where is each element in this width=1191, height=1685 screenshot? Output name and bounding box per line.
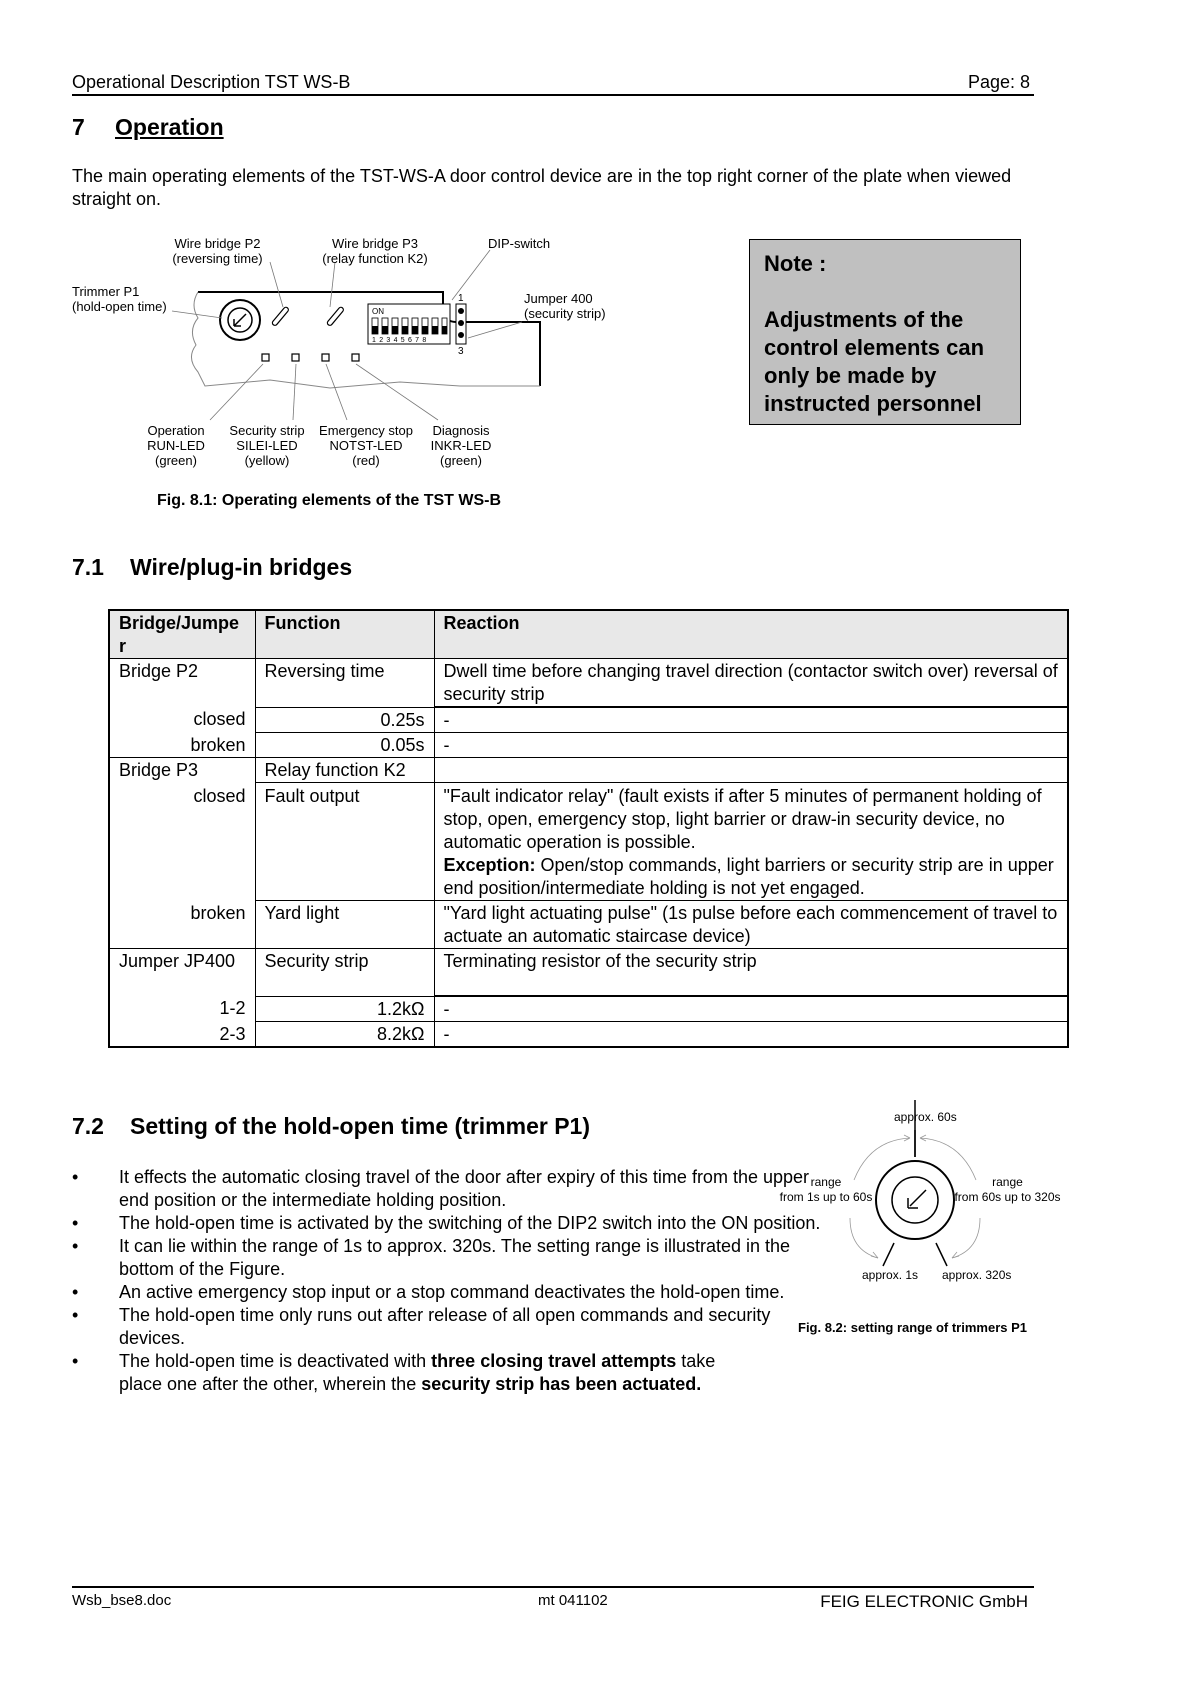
trimmer-p1-icon [220, 300, 260, 340]
label-led-run: Operation RUN-LED (green) [147, 423, 205, 468]
page-number: Page: 8 [967, 72, 1030, 92]
bridges-table [108, 609, 1069, 1048]
section-7-intro: The main operating elements of the TST-WS-A door control device are in the top right corner of the plate when viewed straight on. [72, 166, 1012, 209]
table-row: Bridge P3 Relay function K2 [109, 758, 1068, 783]
note-title: Note : [764, 251, 827, 276]
table-row: Bridge P2 Reversing time Dwell time before changing travel direction (contactor switch over) reversal of security strip [109, 659, 1068, 708]
footer-file: Wsb_bse8.doc [72, 1592, 172, 1609]
label-approx-1s: approx. 1s [862, 1268, 919, 1282]
label-trimmer-p1: Trimmer P1 (hold-open time) [72, 284, 167, 314]
list-item: • The hold-open time is deactivated with three closing travel attempts take place one after the other, wherein the security strip has been actuated. [72, 1351, 716, 1394]
label-range-1-60: range from 1s up to 60s [779, 1175, 873, 1204]
table-header-row: Bridge/Jumper Function Reaction [109, 610, 1068, 659]
tick-1s-icon [883, 1243, 894, 1266]
label-wire-bridge-p2: Wire bridge P2 (reversing time) [172, 236, 263, 266]
label-jumper-400: Jumper 400 (security strip) [524, 291, 606, 321]
jumper-400-icon [456, 293, 466, 357]
led-silei-icon [292, 354, 299, 361]
note-box [749, 239, 1021, 425]
svg-text:3: 3 [458, 346, 464, 357]
list-item: • An active emergency stop input or a stop command deactivates the hold-open time. [72, 1282, 785, 1302]
hold-open-bullet-list [72, 1166, 832, 1396]
arrow-icon [908, 1190, 926, 1208]
label-dip-switch: DIP-switch [488, 236, 551, 251]
section-7-1-heading: 7.1 Wire/plug-in bridges [72, 554, 353, 580]
page-footer [72, 1586, 1034, 1611]
label-wire-bridge-p3: Wire bridge P3 (relay function K2) [322, 236, 428, 266]
svg-text:12345678: 12345678 [372, 337, 430, 344]
dip-switch-icon [368, 304, 450, 344]
footer-company: FEIG ELECTRONIC GmbH [820, 1592, 1028, 1611]
led-notst-icon [322, 354, 329, 361]
table-row: Jumper JP400 Security strip Terminating resistor of the security strip [109, 949, 1068, 997]
list-item: • It can lie within the range of 1s to approx. 320s. The setting range is illustrated in the bottom of the Figure. [72, 1236, 791, 1279]
table-row: 2-3 8.2kΩ - [109, 1022, 1068, 1048]
figure-2-caption: Fig. 8.2: setting range of trimmers P1 [798, 1320, 1027, 1335]
document-title: Operational Description TST WS-B [72, 72, 351, 92]
led-run-icon [262, 354, 269, 361]
note-text: Adjustments of the control elements can only be made by instructed personnel [764, 307, 985, 416]
list-item: • The hold-open time is activated by the switching of the DIP2 switch into the ON position. [72, 1213, 821, 1233]
figure-1-caption: Fig. 8.1: Operating elements of the TST WS-B [157, 492, 502, 509]
led-inkr-icon [352, 354, 359, 361]
label-approx-60s: approx. 60s [894, 1110, 957, 1124]
table-row: broken 0.05s - [109, 733, 1068, 758]
label-led-notst: Emergency stop NOTST-LED (red) [319, 423, 413, 468]
section-7-2-heading: 7.2 Setting of the hold-open time (trimmer P1) [72, 1113, 591, 1139]
label-led-inkr: Diagnosis INKR-LED (green) [430, 423, 492, 468]
svg-text:ON: ON [372, 307, 384, 316]
figure-trimmer-range [770, 1100, 1070, 1340]
table-row: 1-2 1.2kΩ - [109, 996, 1068, 1022]
trimmer-range-diagram [770, 1100, 1070, 1340]
label-approx-320s: approx. 320s [942, 1268, 1012, 1282]
table-row: closed Fault output "Fault indicator relay" (fault exists if after 5 minutes of permanent holding of stop, open, emergency stop, light barrier or draw-in security device, no automatic operation is possible. Exception: Open/stop commands, light barriers or security strip are in upper end position/intermediate holding is not yet engaged. [109, 783, 1068, 901]
table-row: closed 0.25s - [109, 707, 1068, 733]
wire-bridge-p3-icon [326, 306, 344, 326]
section-7-heading: 7 Operation [72, 114, 224, 140]
label-range-60-320: range from 60s up to 320s [954, 1175, 1061, 1204]
tick-320s-icon [936, 1243, 947, 1266]
table-row: broken Yard light "Yard light actuating pulse" (1s pulse before each commencement of travel to actuate an automatic staircase device) [109, 901, 1068, 949]
wire-bridge-p2-icon [271, 306, 289, 326]
list-item: • The hold-open time only runs out after release of all open commands and security devices. [72, 1305, 771, 1348]
list-item: • It effects the automatic closing travel of the door after expiry of this time from the upper end position or the intermediate holding position. [72, 1167, 810, 1210]
svg-text:1: 1 [458, 293, 464, 304]
label-led-silei: Security strip SILEI-LED (yellow) [229, 423, 305, 468]
footer-code: mt 041102 [538, 1592, 608, 1609]
